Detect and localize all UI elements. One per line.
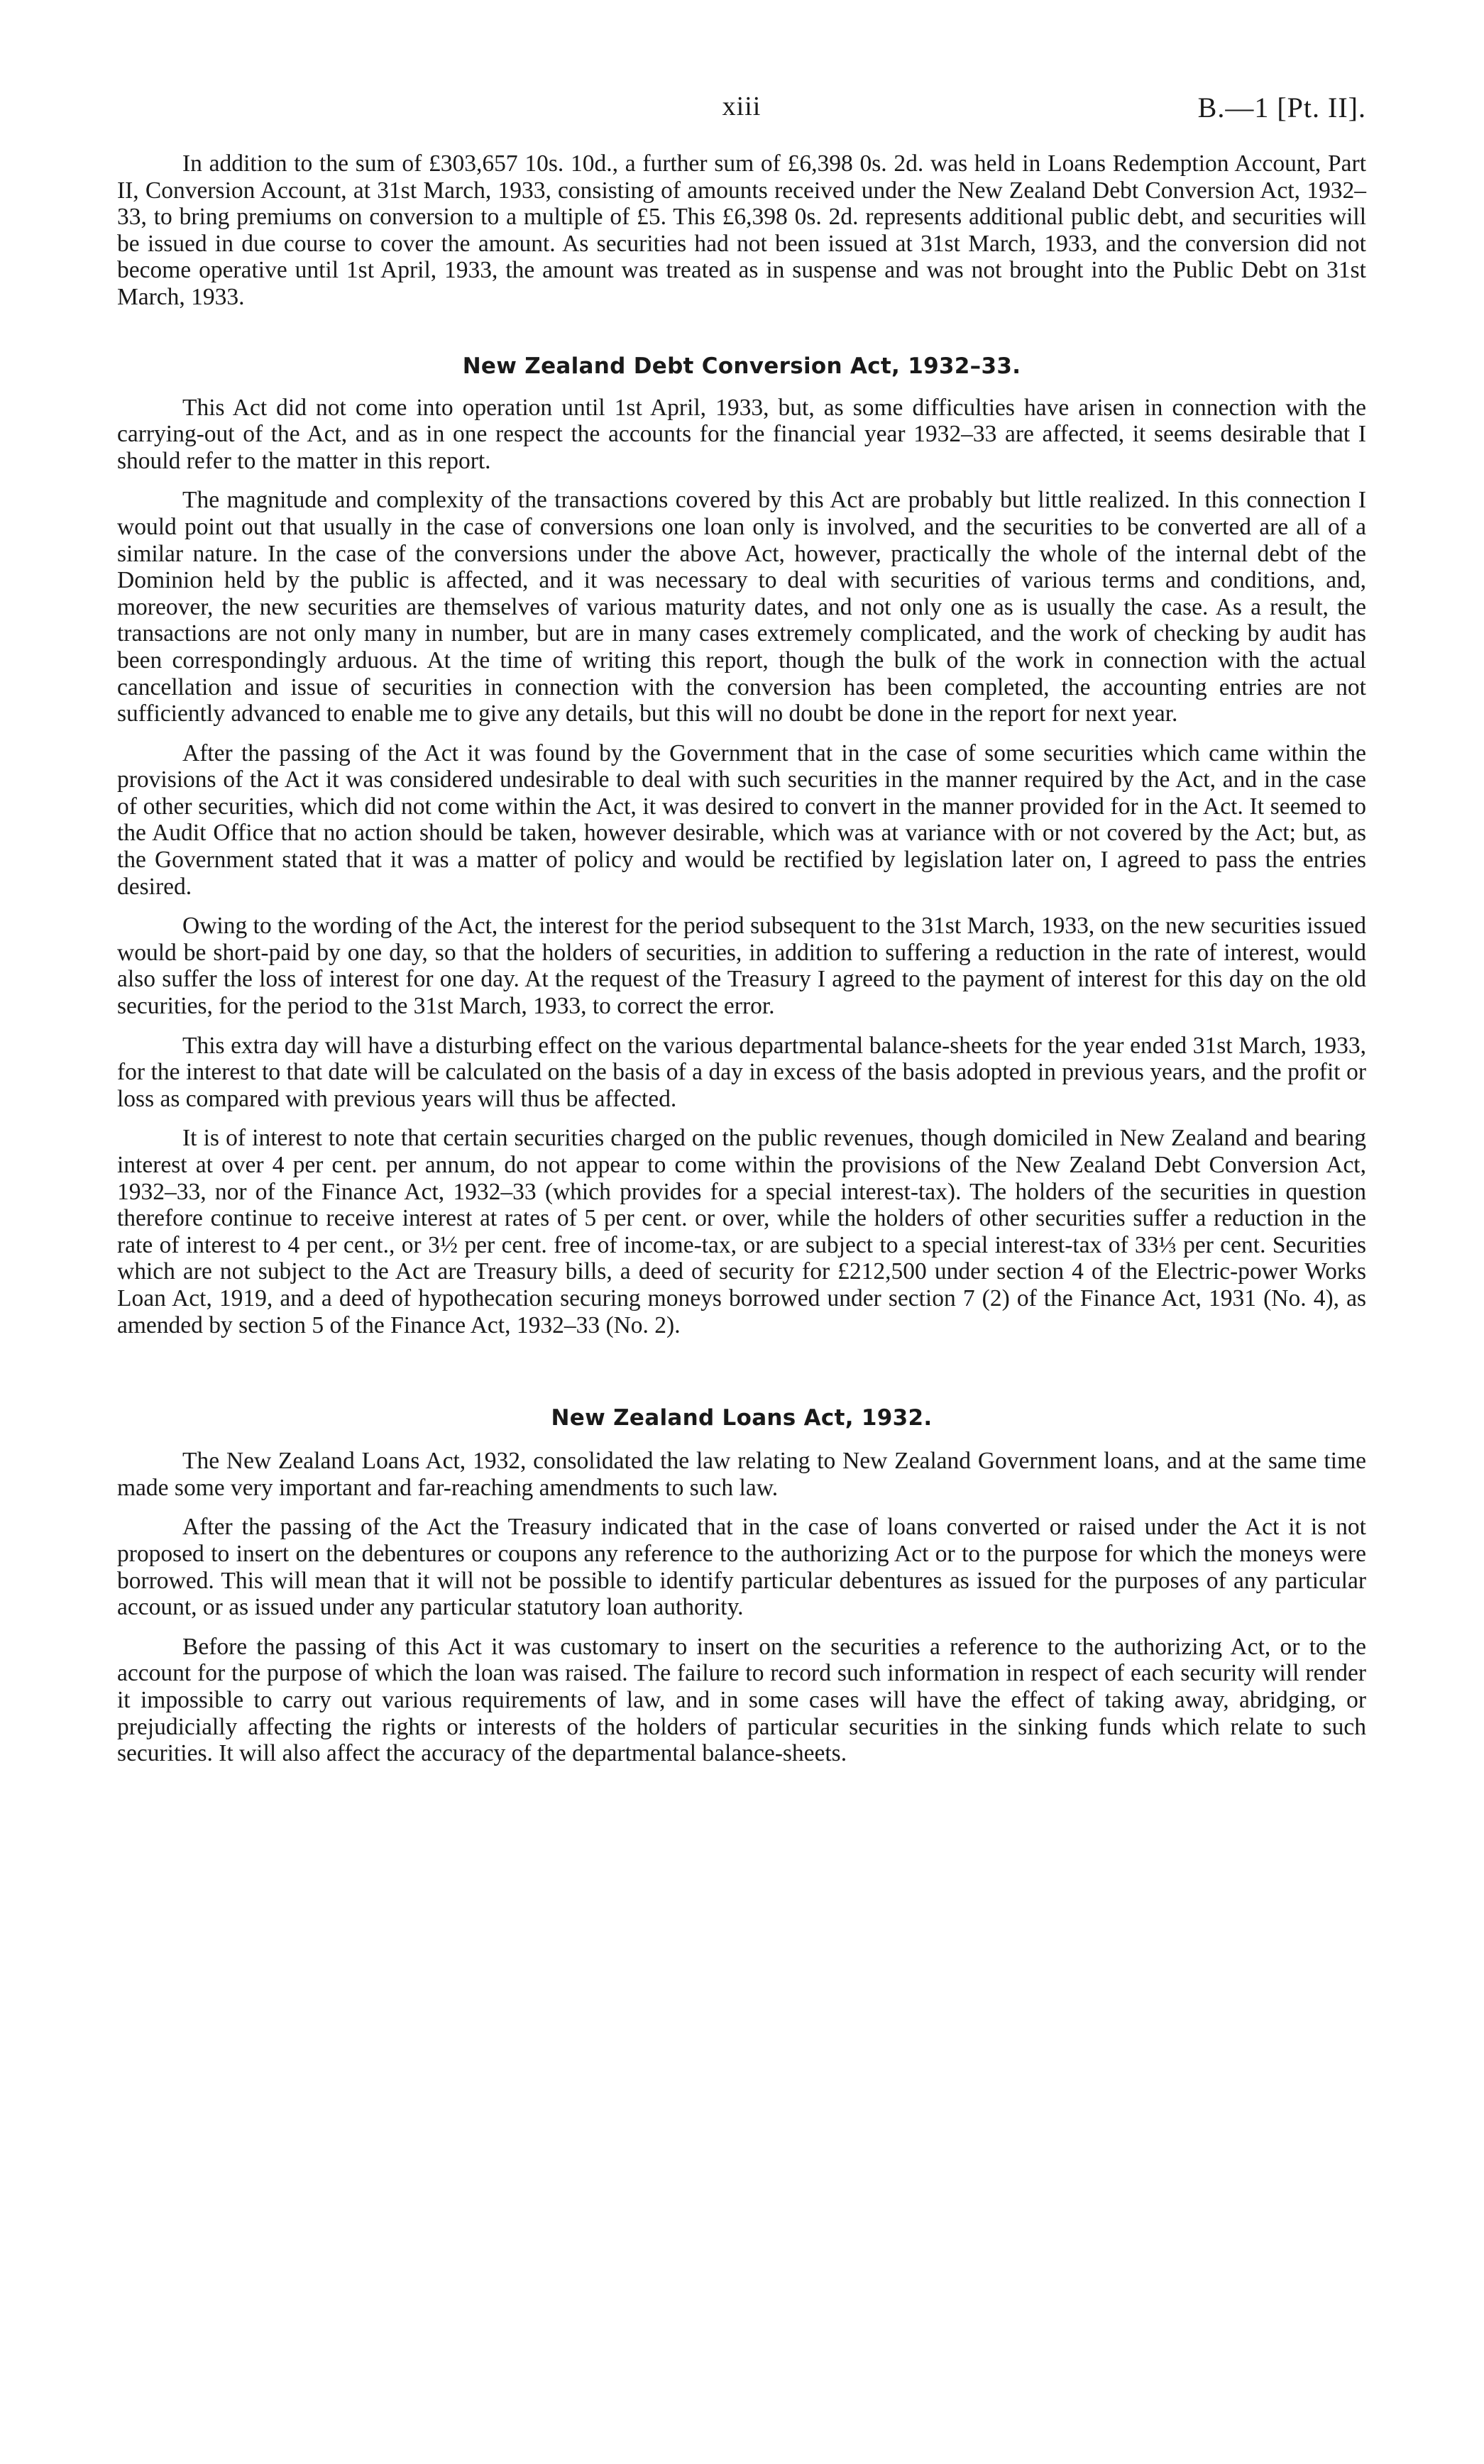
paragraph: After the passing of the Act the Treasury indicated that in the case of loans converted or raised under the Act it is not proposed to insert on the debentures or coupons any reference to the authorizing Act or to the purpose for which the moneys were borrowed. This will mean that it will not be possible to identify particular debentures as issued for the purposes of any particular account, or as issued under any particular statutory loan authority. — [117, 1514, 1366, 1621]
debt-conversion-act-section — [117, 352, 1366, 1339]
document-reference: B.—1 [Pt. II]. — [1197, 92, 1366, 123]
paragraph: In addition to the sum of £303,657 10s. 10d., a further sum of £6,398 0s. 2d. was held in Loans Redemption Account, Part II, Conversion Account, at 31st March, 1933, consisting of amounts received under the New Zealand Debt Conversion Act, 1932–33, to bring premiums on conversion to a multiple of £5. This £6,398 0s. 2d. represents additional public debt, and securities will be issued in due course to cover the amount. As securities had not been issued at 31st March, 1933, and the conversion did not become operative until 1st April, 1933, the amount was treated as in suspense and was not brought into the Public Debt on 31st March, 1933. — [117, 150, 1366, 310]
paragraph: Before the passing of this Act it was customary to insert on the securities a reference to the authorizing Act, or to the account for the purpose of which the loan was raised. The failure to record such information in respect of each security will render it impossible to carry out various requirements of law, and in some cases will have the effect of taking away, abridging, or prejudicially affecting the rights or interests of the holders of particular securities in the sinking funds which relate to such securities. It will also affect the accuracy of the departmental balance-sheets. — [117, 1633, 1366, 1767]
paragraph: After the passing of the Act it was found by the Government that in the case of some securities which came within the provisions of the Act it was considered undesirable to deal with such securities in the manner required by the Act, and in the case of other securities, which did not come within the Act, it was desired to convert in the manner provided for in the Act. It seemed to the Audit Office that no action should be taken, however desirable, which was at variance with or not covered by the Act; but, as the Government stated that it was a matter of policy and would be rectified by legislation later on, I agreed to pass the entries desired. — [117, 739, 1366, 900]
page-number: xiii — [722, 92, 762, 121]
paragraph: The magnitude and complexity of the transactions covered by this Act are probably but little realized. In this connection I would point out that usually in the case of conversions one loan only is involved, and the securities to be converted are all of a similar nature. In the case of the conversions under the above Act, however, practically the whole of the internal debt of the Dominion held by the public is affected, and it was necessary to deal with securities of various terms and conditions, and, moreover, the new securities are themselves of various maturity dates, and not only one as is usually the case. As a result, the transactions are not only many in number, but are in many cases extremely complicated, and the work of checking by audit has been correspondingly arduous. At the time of writing this report, though the bulk of the work in connection with the actual cancellation and issue of securities in connection with the conversion has been completed, the accounting entries are not sufficiently advanced to enable me to give any details, but this will no doubt be done in the report for next year. — [117, 487, 1366, 727]
paragraph: It is of interest to note that certain securities charged on the public revenues, though domiciled in New Zealand and bearing interest at over 4 per cent. per annum, do not appear to come within the provisions of the New Zealand Debt Conversion Act, 1932–33, nor of the Finance Act, 1932–33 (which provides for a special interest-tax). The holders of the securities in question therefore continue to receive interest at rates of 5 per cent. or over, while the holders of other securities suffer a reduction in the rate of interest to 4 per cent., or 3½ per cent. free of income-tax, or are subject to a special interest-tax of 33⅓ per cent. Securities which are not subject to the Act are Treasury bills, a deed of security for £212,500 under section 4 of the Electric-power Works Loan Act, 1919, and a deed of hypothecation securing moneys borrowed under section 7 (2) of the Finance Act, 1931 (No. 4), as amended by section 5 of the Finance Act, 1932–33 (No. 2). — [117, 1125, 1366, 1338]
paragraph: This extra day will have a disturbing effect on the various departmental balance-sheets for the year ended 31st March, 1933, for the interest to that date will be calculated on the basis of a day in excess of the basis adopted in previous years, and the profit or loss as compared with previous years will thus be affected. — [117, 1032, 1366, 1112]
paragraph: The New Zealand Loans Act, 1932, consolidated the law relating to New Zealand Government loans, and at the same time made some very important and far-reaching amendments to such law. — [117, 1448, 1366, 1501]
paragraph: This Act did not come into operation until 1st April, 1933, but, as some difficulties have arisen in connection with the carrying-out of the Act, and as in one respect the accounts for the financial year 1932–33 are affected, it seems desirable that I should refer to the matter in this report. — [117, 394, 1366, 474]
section-heading: New Zealand Loans Act, 1932. — [551, 1405, 933, 1431]
loans-act-section — [117, 1404, 1366, 1767]
section-heading: New Zealand Debt Conversion Act, 1932–33. — [462, 353, 1021, 379]
intro-section — [117, 150, 1366, 311]
paragraph: Owing to the wording of the Act, the interest for the period subsequent to the 31st March, 1933, on the new securities issued would be short-paid by one day, so that the holders of securities, in addition to suffering a reduction in the rate of interest, would also suffer the loss of interest for one day. At the request of the Treasury I agreed to the payment of interest for this day on the old securities, for the period to the 31st March, 1933, to correct the error. — [117, 913, 1366, 1020]
page-header — [117, 91, 1366, 133]
page-body — [117, 150, 1366, 1767]
